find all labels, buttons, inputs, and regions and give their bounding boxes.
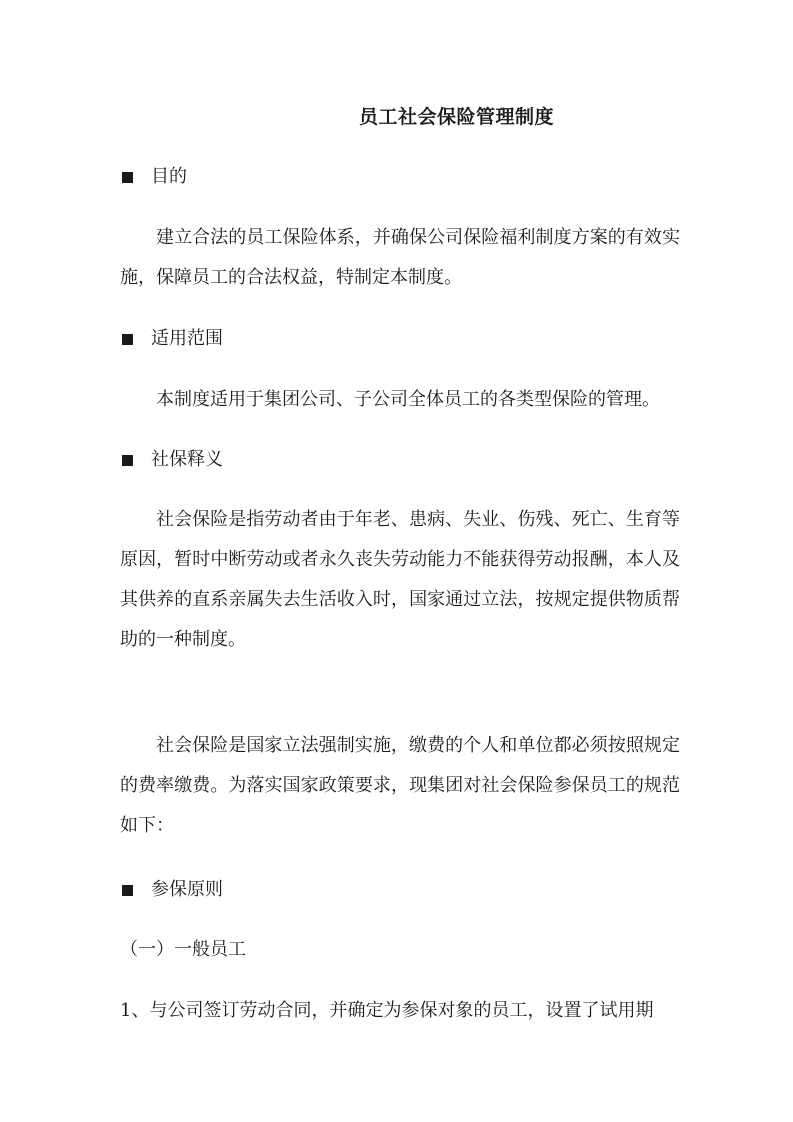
- square-bullet-icon: [122, 334, 133, 345]
- section-heading-label: 社保释义: [151, 449, 223, 470]
- list-item: 1、与公司签订劳动合同，并确定为参保对象的员工，设置了试用期: [120, 1000, 654, 1021]
- section-heading-purpose: [120, 164, 187, 190]
- section-heading-label: 参保原则: [151, 879, 223, 900]
- section-paragraph-purpose: 建立合法的员工保险体系，并确保公司保险福利制度方案的有效实施，保障员工的合法权益，特制定本制度。: [120, 227, 680, 288]
- section-heading-label: 适用范围: [151, 328, 223, 349]
- section-paragraph-definition: 社会保险是指劳动者由于年老、患病、失业、伤残、死亡、生育等原因，暂时中断劳动或者永久丧失劳动能力不能获得劳动报酬，本人及其供养的直系亲属失去生活收入时，国家通过立法，按规定提供物质帮助的一种制度。: [120, 509, 680, 650]
- section-paragraph-definition-2: 社会保险是国家立法强制实施，缴费的个人和单位都必须按照规定的费率缴费。为落实国家政策要求，现集团对社会保险参保员工的规范如下：: [120, 735, 680, 836]
- square-bullet-icon: [122, 172, 133, 183]
- section-heading-label: 目的: [151, 166, 187, 187]
- subheading-general-staff: （一）一般员工: [120, 939, 246, 960]
- document-title: 员工社会保险管理制度: [358, 106, 554, 128]
- square-bullet-icon: [122, 885, 133, 896]
- square-bullet-icon: [122, 455, 133, 466]
- section-paragraph-scope: 本制度适用于集团公司、子公司全体员工的各类型保险的管理。: [156, 389, 660, 410]
- section-heading-scope: [120, 326, 223, 352]
- section-heading-principles: [120, 877, 223, 903]
- section-heading-definition: [120, 447, 223, 473]
